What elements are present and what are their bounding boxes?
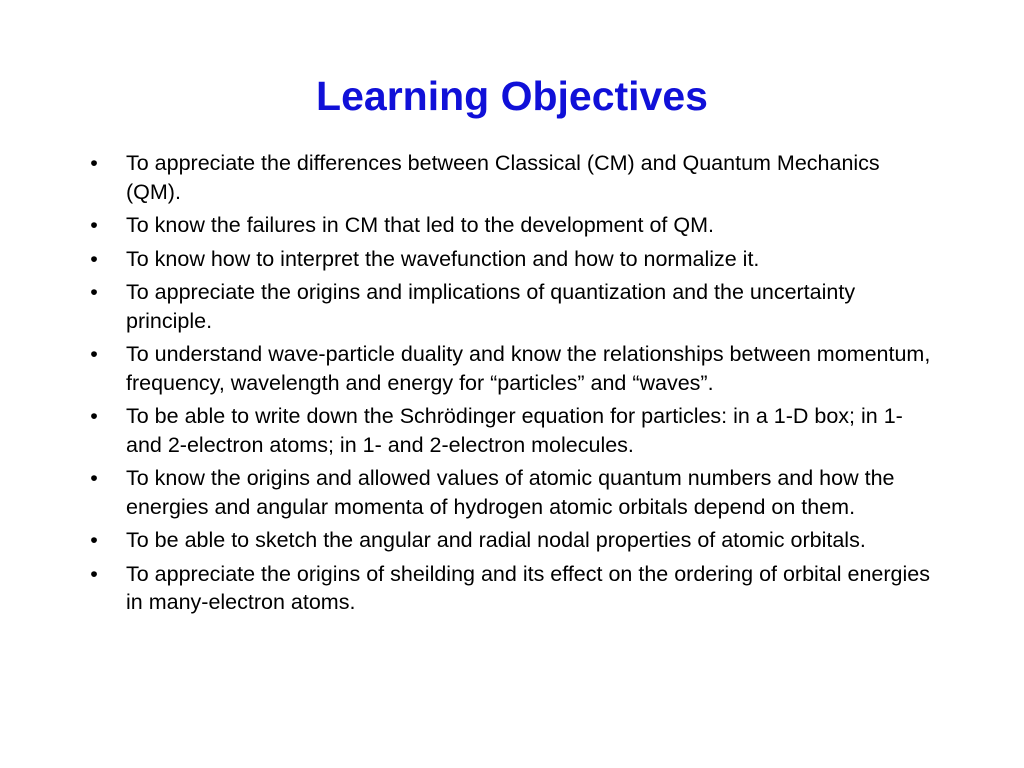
objective-text: To be able to sketch the angular and radial nodal properties of atomic orbitals. xyxy=(126,528,866,552)
list-item xyxy=(84,149,934,206)
objective-text: To know the failures in CM that led to the development of QM. xyxy=(126,213,714,237)
objective-text: To know how to interpret the wavefunction and how to normalize it. xyxy=(126,246,760,271)
bullet-icon: • xyxy=(90,246,98,271)
list-item xyxy=(84,245,934,274)
objective-text: To be able to write down the Schrödinger equation for particles: in a 1-D box; in 1- and 2-electron atoms; in 1- and 2-electron molecules. xyxy=(126,404,903,457)
objective-text: To know the origins and allowed values of atomic quantum numbers and how the energies and angular momenta of hydrogen atomic orbitals depend on them. xyxy=(126,466,895,519)
objective-text: To understand wave-particle duality and know the relationships between momentum, frequency, wavelength and energy for “particles” and “waves”. xyxy=(126,342,931,395)
bullet-icon: • xyxy=(90,151,98,175)
bullet-icon: • xyxy=(90,404,98,428)
objective-text: To appreciate the differences between Classical (CM) and Quantum Mechanics (QM). xyxy=(126,151,880,204)
bullet-icon: • xyxy=(90,342,98,366)
list-item xyxy=(84,340,934,397)
objective-text: To appreciate the origins of sheilding and its effect on the ordering of orbital energies in many-electron atoms. xyxy=(126,561,930,614)
slide-title: Learning Objectives xyxy=(316,73,708,119)
objective-text: To appreciate the origins and implications of quantization and the uncertainty principle. xyxy=(126,280,856,333)
list-item xyxy=(84,464,934,521)
list-item xyxy=(84,402,934,459)
bullet-icon: • xyxy=(90,280,98,304)
list-item xyxy=(84,526,934,555)
list-item xyxy=(84,278,934,335)
bullet-icon: • xyxy=(90,213,98,237)
list-item xyxy=(84,211,934,240)
bullet-icon: • xyxy=(90,528,98,552)
bullet-icon: • xyxy=(90,561,98,586)
objectives-list xyxy=(84,149,934,622)
bullet-icon: • xyxy=(90,466,98,490)
list-item xyxy=(84,560,934,617)
